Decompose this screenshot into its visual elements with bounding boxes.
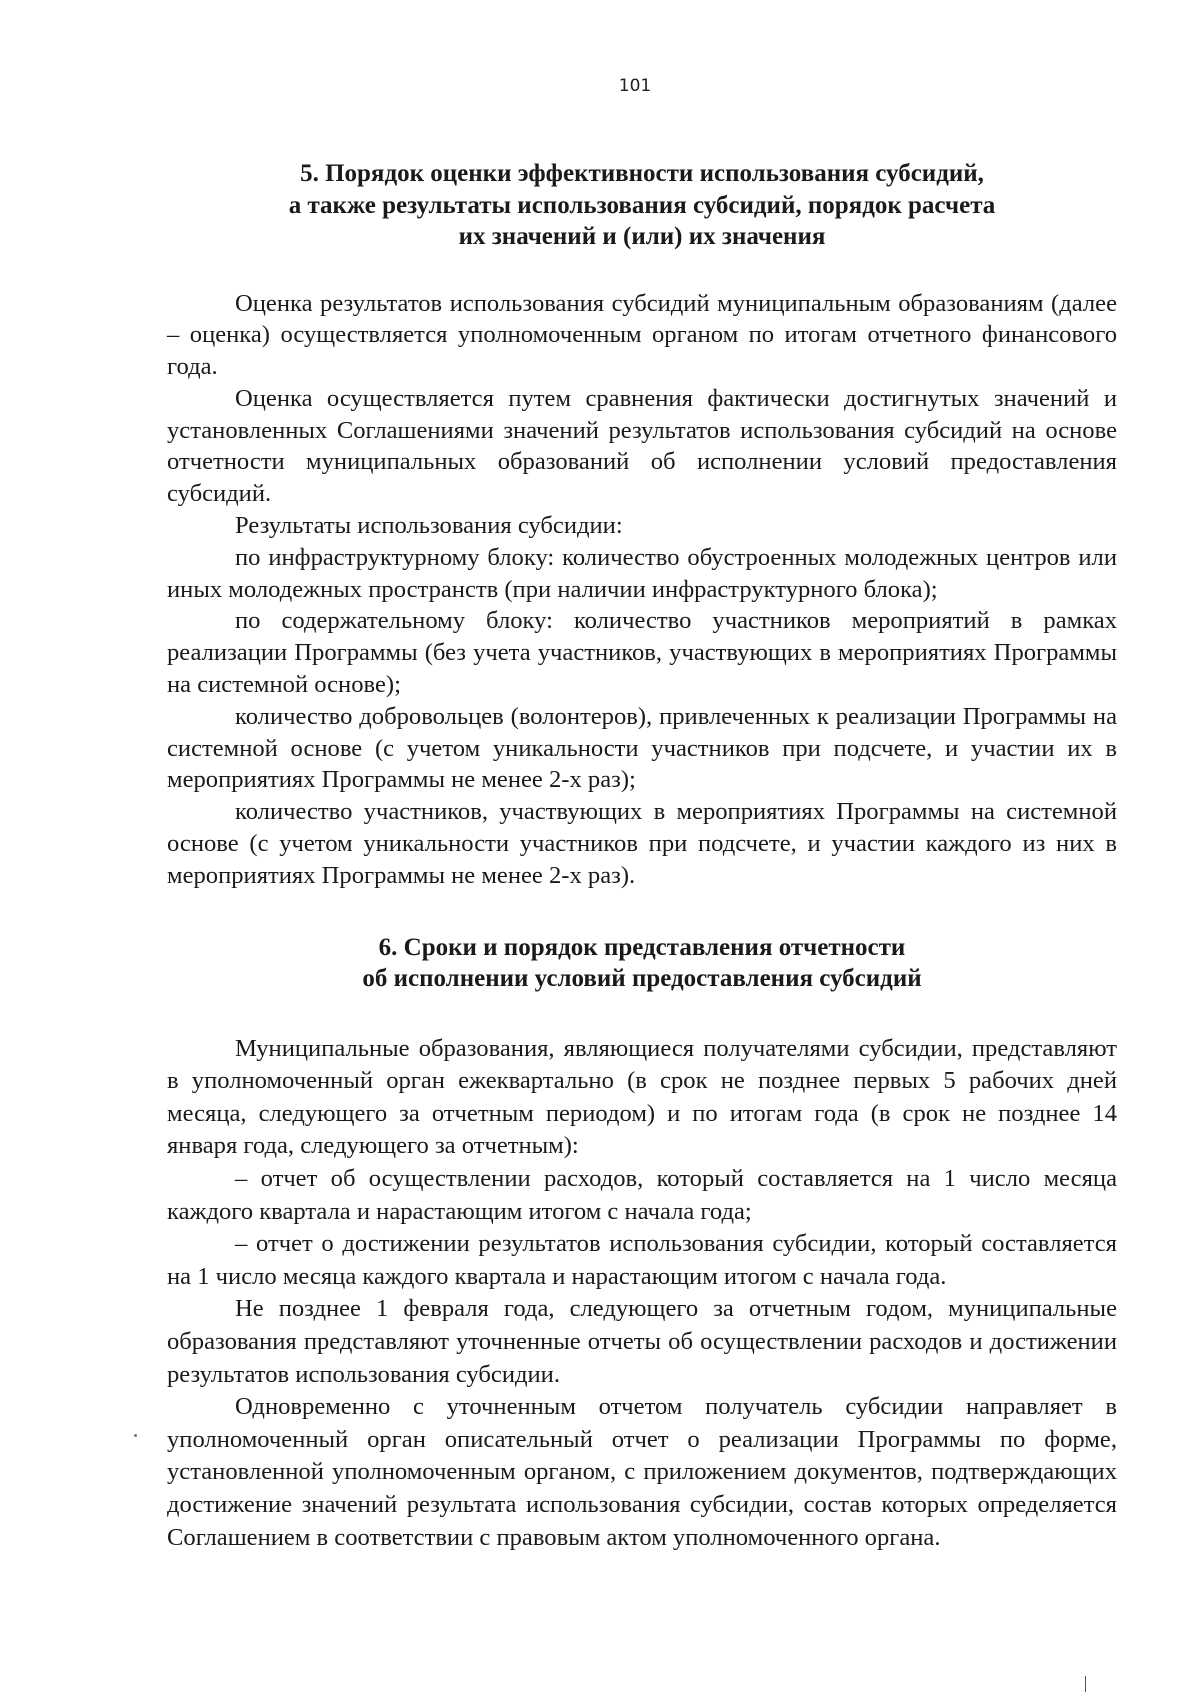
page-number: 101 — [618, 76, 652, 96]
section-5-paragraph: количество добровольцев (волонтеров), привлеченных к реализации Программы на системной основе (с учетом уникальности участников при подсчете, и участии их в мероприятиях Программы не менее 2-х раз); — [167, 702, 1117, 794]
section-6-heading-line: 6. Сроки и порядок представления отчетности — [378, 933, 906, 961]
section-5-heading — [167, 158, 1117, 253]
section-5-paragraph: по содержательному блоку: количество участников мероприятий в рамках реализации Программы (без учета участников, участвующих в мероприятиях Программы на системной основе); — [167, 607, 1117, 699]
section-5-heading-line: их значений и (или) их значения — [458, 223, 826, 250]
scan-mark — [1085, 1676, 1086, 1692]
section-5-heading-line: 5. Порядок оценки эффективности использования субсидий, — [300, 160, 984, 187]
section-5-paragraph: количество участников, участвующих в мероприятиях Программы на системной основе (с учетом уникальности участников при подсчете, и участии каждого из них в мероприятиях Программы не менее 2-х раз). — [167, 798, 1117, 889]
section-5-heading-line: а также результаты использования субсидий, порядок расчета — [288, 191, 996, 219]
section-6-paragraph: – отчет о достижении результатов использования субсидии, который составляется на 1 число месяца каждого квартала и нарастающим итогом с начала года. — [167, 1230, 1117, 1290]
section-6-heading-line: об исполнении условий предоставления субсидий — [362, 965, 922, 993]
section-6-paragraph: Одновременно с уточненным отчетом получатель субсидии направляет в уполномоченный орган описательный отчет о реализации Программы по форме, установленной уполномоченным органом, с приложением документов, подтверждающих достижение значений результата использования субсидии, состав которых определяется Соглашением в соответствии с правовым актом уполномоченного органа. — [167, 1393, 1117, 1551]
section-5-paragraph: Оценка осуществляется путем сравнения фактически достигнутых значений и установленных Соглашениями значений результатов использования субсидий на основе отчетности муниципальных образований об исполнении условий предоставления субсидий. — [167, 384, 1117, 508]
page-content — [167, 158, 1117, 1554]
section-5-paragraph: Оценка результатов использования субсидий муниципальным образованиям (далее – оценка) осуществляется уполномоченным органом по итогам отчетного финансового года. — [167, 289, 1117, 381]
section-6-paragraph: – отчет об осуществлении расходов, который составляется на 1 число месяца каждого квартала и нарастающим итогом с начала года; — [167, 1165, 1117, 1225]
section-6-heading — [167, 932, 1117, 995]
section-6-paragraph: Не позднее 1 февраля года, следующего за отчетным годом, муниципальные образования представляют уточненные отчеты об осуществлении расходов и достижении результатов использования субсидии. — [167, 1295, 1117, 1388]
section-5-paragraph: Результаты использования субсидии: — [235, 512, 623, 540]
scan-speck — [134, 1434, 137, 1437]
section-6-paragraph: Муниципальные образования, являющиеся получателями субсидии, представляют в уполномоченный орган ежеквартально (в срок не позднее первых 5 рабочих дней месяца, следующего за отчетным периодом) и по итогам года (в срок не позднее 14 января года, следующего за отчетным): — [167, 1034, 1117, 1160]
section-5-paragraph: по инфраструктурному блоку: количество обустроенных молодежных центров или иных молодежных пространств (при наличии инфраструктурного блока); — [167, 543, 1117, 603]
